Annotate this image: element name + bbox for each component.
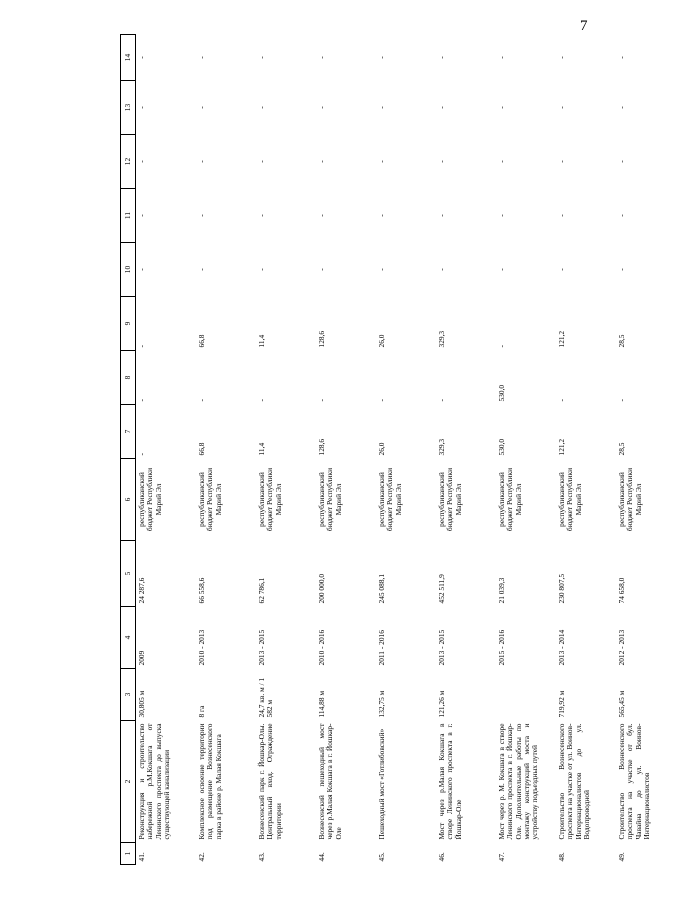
cell-c10: - <box>257 268 266 271</box>
cell-source: республиканский бюджет Республики Марий Эл <box>197 467 223 532</box>
cell-period: 2013 - 2015 <box>437 629 446 666</box>
cell-n: 41. <box>137 852 146 862</box>
cell-c13: - <box>257 106 266 109</box>
cell-c7: 128,6 <box>317 438 326 456</box>
column-header-3: 3 <box>121 669 136 721</box>
cell-c7: 11,4 <box>257 442 266 456</box>
cell-c12: - <box>257 160 266 163</box>
cell-c14: - <box>497 56 506 59</box>
cell-c9: 329,3 <box>437 330 446 348</box>
table-row <box>556 35 616 865</box>
cell-source: республиканский бюджет Республики Марий Эл <box>377 467 403 532</box>
column-header-13: 13 <box>121 81 136 135</box>
cell-period: 2013 - 2015 <box>257 629 266 666</box>
cell-c12: - <box>377 160 386 163</box>
cell-c13: - <box>437 106 446 109</box>
cell-period: 2011 - 2016 <box>377 630 386 666</box>
cell-qty: 565,45 м <box>617 690 626 718</box>
cell-c14: - <box>437 56 446 59</box>
cell-n: 49. <box>617 852 626 862</box>
cell-cost: 21 039,3 <box>497 577 506 604</box>
cell-cost: 452 511,9 <box>437 574 446 604</box>
column-header-12: 12 <box>121 135 136 189</box>
cell-c12: - <box>437 160 446 163</box>
cell-c12: - <box>317 160 326 163</box>
cell-source: республиканский бюджет Республики Марий Эл <box>257 467 283 532</box>
investment-table <box>120 34 676 865</box>
cell-period: 2015 - 2016 <box>497 629 506 666</box>
table-row <box>316 35 376 865</box>
cell-c8: - <box>617 399 626 402</box>
cell-n: 47. <box>497 852 506 862</box>
cell-c9: 28,5 <box>617 334 626 348</box>
cell-source: республиканский бюджет Республики Марий Эл <box>617 467 643 532</box>
cell-c8: - <box>137 399 146 402</box>
table-row <box>496 35 556 865</box>
column-header-5: 5 <box>121 541 136 607</box>
cell-c7: 329,3 <box>437 438 446 456</box>
table-row <box>256 35 316 865</box>
cell-c9: - <box>497 345 506 348</box>
cell-cost: 200 000,0 <box>317 573 326 604</box>
cell-n: 46. <box>437 852 446 862</box>
cell-c14: - <box>557 56 566 59</box>
table-row <box>436 35 496 865</box>
cell-cost: 74 658,0 <box>617 577 626 604</box>
cell-qty: 132,75 м <box>377 690 386 718</box>
cell-c8: - <box>317 399 326 402</box>
cell-cost: 230 807,5 <box>557 573 566 604</box>
table-row <box>196 35 256 865</box>
cell-cost: 245 088,1 <box>377 573 386 604</box>
cell-source: республиканский бюджет Республики Марий Эл <box>557 467 583 532</box>
cell-c9: 26,0 <box>377 334 386 348</box>
cell-c10: - <box>557 268 566 271</box>
column-header-7: 7 <box>121 405 136 459</box>
cell-n: 43. <box>257 852 266 862</box>
cell-n: 45. <box>377 852 386 862</box>
cell-c7: 530,0 <box>497 438 506 456</box>
cell-c9: 11,4 <box>257 334 266 348</box>
rotated-table-sheet <box>120 35 651 865</box>
cell-c11: - <box>137 214 146 217</box>
cell-c13: - <box>617 106 626 109</box>
cell-c14: - <box>317 56 326 59</box>
column-header-11: 11 <box>121 189 136 243</box>
cell-c8: - <box>257 399 266 402</box>
cell-c8: - <box>437 399 446 402</box>
cell-qty: 114,88 м <box>317 690 326 718</box>
cell-c11: - <box>377 214 386 217</box>
cell-cost: 62 786,1 <box>257 577 266 604</box>
cell-c12: - <box>197 160 206 163</box>
cell-c9: 121,2 <box>557 330 566 348</box>
cell-c12: - <box>137 160 146 163</box>
cell-c10: - <box>137 268 146 271</box>
column-header-10: 10 <box>121 243 136 297</box>
cell-qty: 30,805 м <box>137 690 146 718</box>
cell-c7: 121,2 <box>557 438 566 456</box>
cell-c14: - <box>197 56 206 59</box>
column-header-1: 1 <box>121 843 136 865</box>
table-row <box>376 35 436 865</box>
cell-c13: - <box>317 106 326 109</box>
cell-c8: - <box>377 399 386 402</box>
cell-name: Реконструкция и строительство набережной р.М.Кокшага от Ленинского проспекта до выпуска существующей канализации <box>137 723 171 840</box>
page-number: 7 <box>580 18 588 34</box>
cell-qty: 24,7 кв. м / 1 582 м <box>257 677 275 718</box>
cell-c13: - <box>197 106 206 109</box>
cell-c13: - <box>557 106 566 109</box>
cell-c11: - <box>437 214 446 217</box>
cell-c11: - <box>617 214 626 217</box>
cell-c10: - <box>497 268 506 271</box>
cell-name: Мост через р.Малая Кокшага в створе Ленинского проспекта в г. Йошкар-Оле <box>437 723 463 840</box>
cell-c10: - <box>197 268 206 271</box>
cell-c12: - <box>617 160 626 163</box>
cell-period: 2010 - 2013 <box>197 629 206 666</box>
cell-qty: 121,26 м <box>437 690 446 718</box>
cell-period: 2009 <box>137 650 146 666</box>
cell-c12: - <box>497 160 506 163</box>
cell-period: 2012 - 2013 <box>617 629 626 666</box>
cell-c11: - <box>197 214 206 217</box>
cell-c14: - <box>617 56 626 59</box>
cell-c9: - <box>137 345 146 348</box>
cell-c11: - <box>317 214 326 217</box>
column-header-6: 6 <box>121 459 136 541</box>
cell-period: 2010 - 2016 <box>317 629 326 666</box>
cell-qty: 719,92 м <box>557 690 566 718</box>
column-header-2: 2 <box>121 721 136 843</box>
cell-c10: - <box>377 268 386 271</box>
cell-c9: 128,6 <box>317 330 326 348</box>
cell-c13: - <box>137 106 146 109</box>
cell-c7: 26,0 <box>377 442 386 456</box>
column-header-4: 4 <box>121 607 136 669</box>
cell-c13: - <box>377 106 386 109</box>
cell-name: Вознесенский пешеходный мост через р.Малая Кокшага в г. Йошкар-Оле <box>317 723 343 840</box>
cell-name: Строительство Вознесенского проспекта на участке от бул. Чавайна до ул. Воинов-Интернационалистов <box>617 723 651 840</box>
column-header-8: 8 <box>121 351 136 405</box>
cell-c10: - <box>437 268 446 271</box>
table-row <box>616 35 676 865</box>
cell-c9: 66,8 <box>197 334 206 348</box>
cell-c11: - <box>257 214 266 217</box>
column-header-9: 9 <box>121 297 136 351</box>
column-header-14: 14 <box>121 35 136 81</box>
cell-c8: 530,0 <box>497 384 506 402</box>
cell-c11: - <box>497 214 506 217</box>
column-number-row <box>121 35 136 865</box>
cell-c7: 28,5 <box>617 442 626 456</box>
cell-n: 42. <box>197 852 206 862</box>
cell-c10: - <box>317 268 326 271</box>
cell-c7: 66,8 <box>197 442 206 456</box>
cell-c14: - <box>137 56 146 59</box>
cell-qty <box>496 669 556 721</box>
cell-source: республиканский бюджет Республики Марий Эл <box>317 467 343 532</box>
cell-c7: - <box>137 453 146 456</box>
cell-name: Строительство Вознесенского проспекта на участке от ул. Воинов-Интернационалистов до ул. Водопроводной <box>557 723 591 840</box>
cell-c14: - <box>377 56 386 59</box>
cell-period: 2013 - 2014 <box>557 629 566 666</box>
cell-name: Комплексное освоение территории под размещение Вознесенского парка в районе р. Малая Кокшага <box>197 723 223 840</box>
table-row <box>136 35 197 865</box>
cell-source: республиканский бюджет Республики Марий Эл <box>137 467 163 532</box>
cell-c11: - <box>557 214 566 217</box>
cell-cost: 66 558,6 <box>197 577 206 604</box>
cell-c10: - <box>617 268 626 271</box>
cell-name: Вознесенский парк г. Йошкар-Олы. Центральный вход. Ограждение территории <box>257 723 283 840</box>
cell-cost: 24 287,6 <box>137 577 146 604</box>
cell-source: республиканский бюджет Республики Марий Эл <box>437 467 463 532</box>
cell-qty: 8 га <box>197 705 206 718</box>
cell-c13: - <box>497 106 506 109</box>
table-body <box>136 35 676 865</box>
cell-c8: - <box>557 399 566 402</box>
cell-n: 44. <box>317 852 326 862</box>
cell-name: Пешеходный мост «Готлибовский» <box>377 728 386 840</box>
cell-n: 48. <box>557 852 566 862</box>
cell-name: Мост через р. М. Кокшага в створе Ленинского проспекта в г. Йошкар-Оле. Дополнительные работы по монтажу конструкций моста и устройству подъездных путей <box>497 723 540 840</box>
cell-c12: - <box>557 160 566 163</box>
cell-c8: - <box>197 399 206 402</box>
cell-c14: - <box>257 56 266 59</box>
cell-source: республиканский бюджет Республики Марий Эл <box>497 467 523 532</box>
